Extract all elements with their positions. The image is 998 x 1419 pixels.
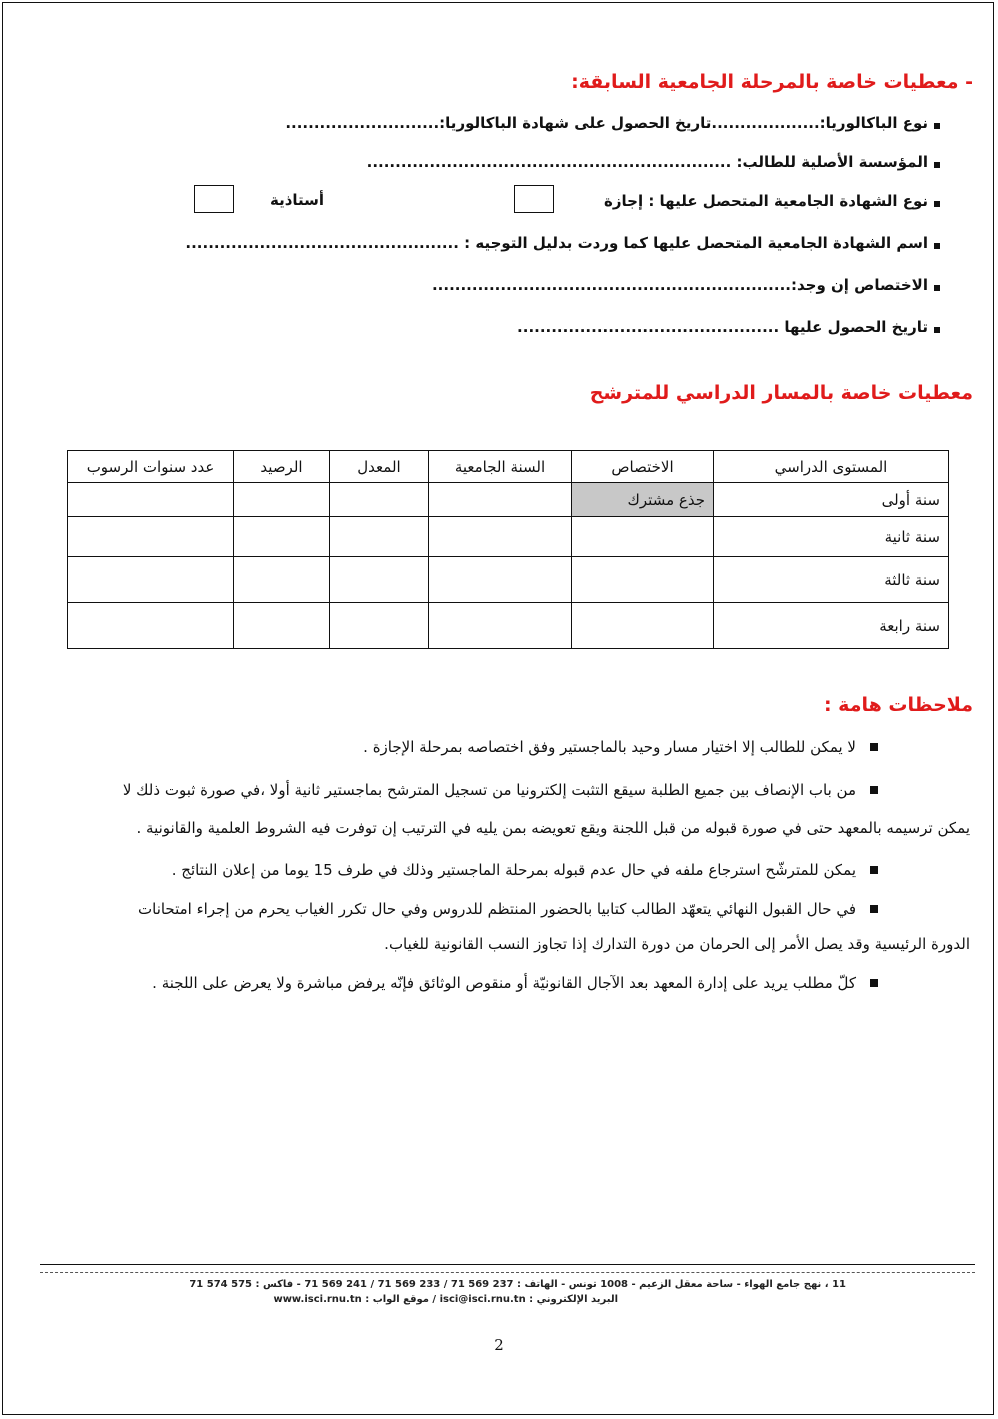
table-row: [68, 557, 949, 603]
table-header-row: [68, 451, 949, 483]
table-cell[interactable]: [234, 557, 330, 603]
note-attendance-line2: الدورة الرئيسية وقد يصل الأمر إلى الحرمان من دورة التدارك إذا تجاوز النسب القانونية للغياب.: [384, 935, 970, 953]
table-cell: سنة ثانية: [714, 517, 949, 557]
ostadhiya-checkbox[interactable]: [194, 185, 234, 213]
section-title-important-notes: ملاحظات هامة :: [823, 694, 973, 716]
bullet-icon: [870, 979, 878, 987]
table-row: [68, 483, 949, 517]
table-cell: سنة رابعة: [714, 603, 949, 649]
table-cell[interactable]: [234, 603, 330, 649]
table-cell[interactable]: [234, 483, 330, 517]
section-title-study-path: معطيات خاصة بالمسار الدراسي للمترشح: [589, 382, 973, 404]
col-header-credits: الرصيد: [234, 451, 330, 483]
page-number: 2: [494, 1336, 504, 1354]
table-cell[interactable]: [330, 603, 429, 649]
bullet-icon: [870, 786, 878, 794]
footer-dashed-divider: [40, 1272, 975, 1273]
footer-address: 11 ، نهج جامع الهواء - ساحة معقل الزعيم - 1008 تونس - الهاتف : 237 569 71 / 233 569 71 / 241 569 71 - فاكس : 575 574 71: [189, 1279, 846, 1290]
table-cell[interactable]: [68, 483, 234, 517]
col-header-specialty: الاختصاص: [572, 451, 714, 483]
bullet-icon: [934, 327, 940, 333]
table-cell[interactable]: [429, 557, 572, 603]
bullet-icon: [934, 201, 940, 207]
table-cell[interactable]: [330, 483, 429, 517]
table-cell[interactable]: [68, 517, 234, 557]
note-single-track: لا يمكن للطالب إلا اختيار مسار وحيد بالماجستير وفق اختصاصه بمرحلة الإجازة .: [363, 738, 856, 756]
bullet-icon: [934, 243, 940, 249]
table-cell[interactable]: [572, 603, 714, 649]
table-cell[interactable]: [234, 517, 330, 557]
table-cell[interactable]: [429, 483, 572, 517]
field-degree-type: نوع الشهادة الجامعية المتحصل عليها : إجازة: [604, 192, 928, 210]
table-cell: سنة أولى: [714, 483, 949, 517]
table-cell[interactable]: [572, 557, 714, 603]
footer-divider: [40, 1264, 975, 1265]
field-obtained-date[interactable]: تاريخ الحصول عليها ..............................................: [517, 318, 928, 336]
field-origin-institution[interactable]: المؤسسة الأصلية للطالب: ................................................................: [366, 153, 928, 171]
table-cell[interactable]: [429, 517, 572, 557]
field-baccalaureate[interactable]: نوع الباكالوريا:...................تاريخ الحصول على شهادة الباكالوريا:...........................: [285, 114, 928, 132]
bullet-icon: [934, 162, 940, 168]
option-ostadhiya-label: أستاذية: [270, 191, 325, 209]
table-row: [68, 517, 949, 557]
col-header-level: المستوى الدراسي: [714, 451, 949, 483]
note-attendance-line1: في حال القبول النهائي يتعهّد الطالب كتابيا بالحضور المنتظم للدروس وفي حال تكرر الغياب يحرم من إجراء امتحانات: [138, 900, 856, 918]
col-header-academic-year: السنة الجامعية: [429, 451, 572, 483]
note-fairness-line2: يمكن ترسيمه بالمعهد حتى في صورة قبوله من قبل اللجنة ويقع تعويضه بمن يليه في الترتيب إن توفرت فيه الشروط العلمية والقانونية .: [136, 819, 970, 837]
bullet-icon: [870, 905, 878, 913]
bullet-icon: [870, 743, 878, 751]
table-cell: جذع مشترك: [572, 483, 714, 517]
note-late-applications: كلّ مطلب يريد على إدارة المعهد بعد الآجال القانونيّة أو منقوص الوثائق فإنّه يرفض مباشرة ولا يعرض على اللجنة .: [152, 974, 856, 992]
table-cell[interactable]: [330, 517, 429, 557]
field-degree-name[interactable]: اسم الشهادة الجامعية المتحصل عليها كما وردت بدليل التوجيه : ................................................: [185, 234, 928, 252]
table-row: [68, 603, 949, 649]
note-fairness-line1: من باب الإنصاف بين جميع الطلبة سيقع التثبت إلكترونيا من تسجيل المترشح بماجستير ثانية أولا ،في صورة ثبوت ذلك لا: [122, 781, 856, 799]
bullet-icon: [870, 866, 878, 874]
bullet-icon: [934, 285, 940, 291]
table-cell[interactable]: [572, 517, 714, 557]
table-cell[interactable]: [330, 557, 429, 603]
study-path-table: [67, 450, 949, 649]
note-file-retrieval: يمكن للمترشّح استرجاع ملفه في حال عدم قبوله بمرحلة الماجستير وذلك في طرف 15 يوما من إعلان النتائج .: [171, 861, 856, 879]
col-header-average: المعدل: [330, 451, 429, 483]
bullet-icon: [934, 123, 940, 129]
table-cell[interactable]: [68, 603, 234, 649]
licence-checkbox[interactable]: [514, 185, 554, 213]
col-header-failed-years: عدد سنوات الرسوب: [68, 451, 234, 483]
table-cell[interactable]: [429, 603, 572, 649]
table-cell: سنة ثالثة: [714, 557, 949, 603]
field-specialty[interactable]: الاختصاص إن وجد:...............................................................: [431, 276, 928, 294]
table-cell[interactable]: [68, 557, 234, 603]
section-title-previous-university: - معطيات خاصة بالمرحلة الجامعية السابقة:: [571, 71, 973, 93]
footer-contact: البريد الإلكتروني : isci@isci.rnu.tn / موقع الواب : www.isci.rnu.tn: [273, 1294, 618, 1305]
